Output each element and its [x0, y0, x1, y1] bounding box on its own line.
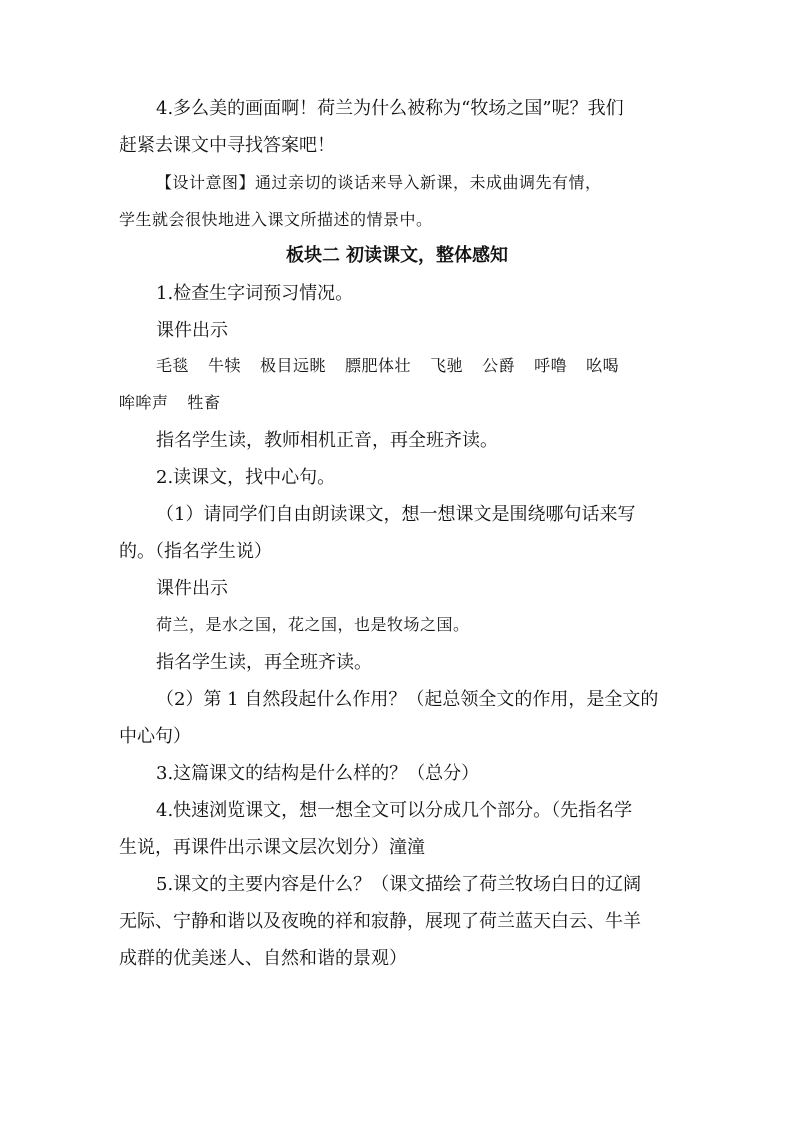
vocab-word: 极目远眺 — [260, 356, 327, 375]
vocab-word: 膘肥体壮 — [345, 356, 412, 375]
vocab-word: 呼噜 — [534, 356, 568, 375]
vocab-word: 公爵 — [482, 356, 516, 375]
step-3-text: 3.这篇课文的结构是什么样的？（总分） — [156, 763, 480, 784]
step-2-title: 2.读课文，找中心句。 — [156, 467, 336, 488]
vocab-word: 哞哞声 — [119, 393, 169, 412]
section-heading — [0, 244, 794, 268]
step-5-line-1: 5.课文的主要内容是什么？（课文描绘了荷兰牧场白日的辽阔 — [156, 874, 642, 895]
vocab-row-2 — [119, 391, 679, 415]
paragraph-4-line-2: 赶紧去课文中寻找答案吧！ — [119, 135, 335, 156]
vocab-word: 牲畜 — [187, 393, 221, 412]
step-1-title: 1.检查生字词预习情况。 — [156, 283, 354, 304]
step-1-courseware-label: 课件出示 — [156, 320, 228, 341]
paragraph-4-line-1: 4.多么美的画面啊！荷兰为什么被称为“牧场之国”呢？我们 — [156, 98, 624, 119]
step-5-line-3: 成群的优美迷人、自然和谐的景观） — [119, 948, 407, 969]
vocab-word: 飞驰 — [430, 356, 464, 375]
step-2-method: 指名学生读，再全班齐读。 — [156, 652, 372, 673]
design-intent-line-2: 学生就会很快地进入课文所描述的情景中。 — [119, 210, 433, 229]
vocab-row-1 — [156, 354, 716, 378]
step-1-method: 指名学生读，教师相机正音，再全班齐读。 — [156, 430, 498, 451]
step-5-line-2: 无际、宁静和谐以及夜晚的祥和寂静，展现了荷兰蓝天白云、牛羊 — [119, 911, 641, 932]
step-2-courseware-label: 课件出示 — [156, 578, 228, 599]
step-4-line-1: 4.快速浏览课文，想一想全文可以分成几个部分。（先指名学 — [156, 800, 633, 821]
step-2-question-2-line-1: （2）第 1 自然段起什么作用？（起总领全文的作用，是全文的 — [156, 689, 659, 710]
step-2-question-1-line-2: 的。（指名学生说） — [119, 541, 272, 562]
step-2-question-1-line-1: （1）请同学们自由朗读课文，想一想课文是围绕哪句话来写 — [156, 504, 636, 525]
step-2-question-2-line-2: 中心句） — [119, 726, 191, 747]
vocab-word: 毛毯 — [156, 356, 190, 375]
step-4-line-2: 生说，再课件出示课文层次划分）潼潼 — [119, 837, 425, 858]
center-sentence: 荷兰，是水之国，花之国，也是牧场之国。 — [156, 615, 470, 634]
vocab-word: 吆喝 — [586, 356, 620, 375]
section-heading-number: 板块二 — [286, 245, 340, 266]
design-intent-line-1: 【设计意图】通过亲切的谈话来导入新课，未成曲调先有情， — [156, 173, 602, 192]
section-heading-title: 初读课文，整体感知 — [346, 245, 508, 266]
vocab-word: 牛犊 — [208, 356, 242, 375]
